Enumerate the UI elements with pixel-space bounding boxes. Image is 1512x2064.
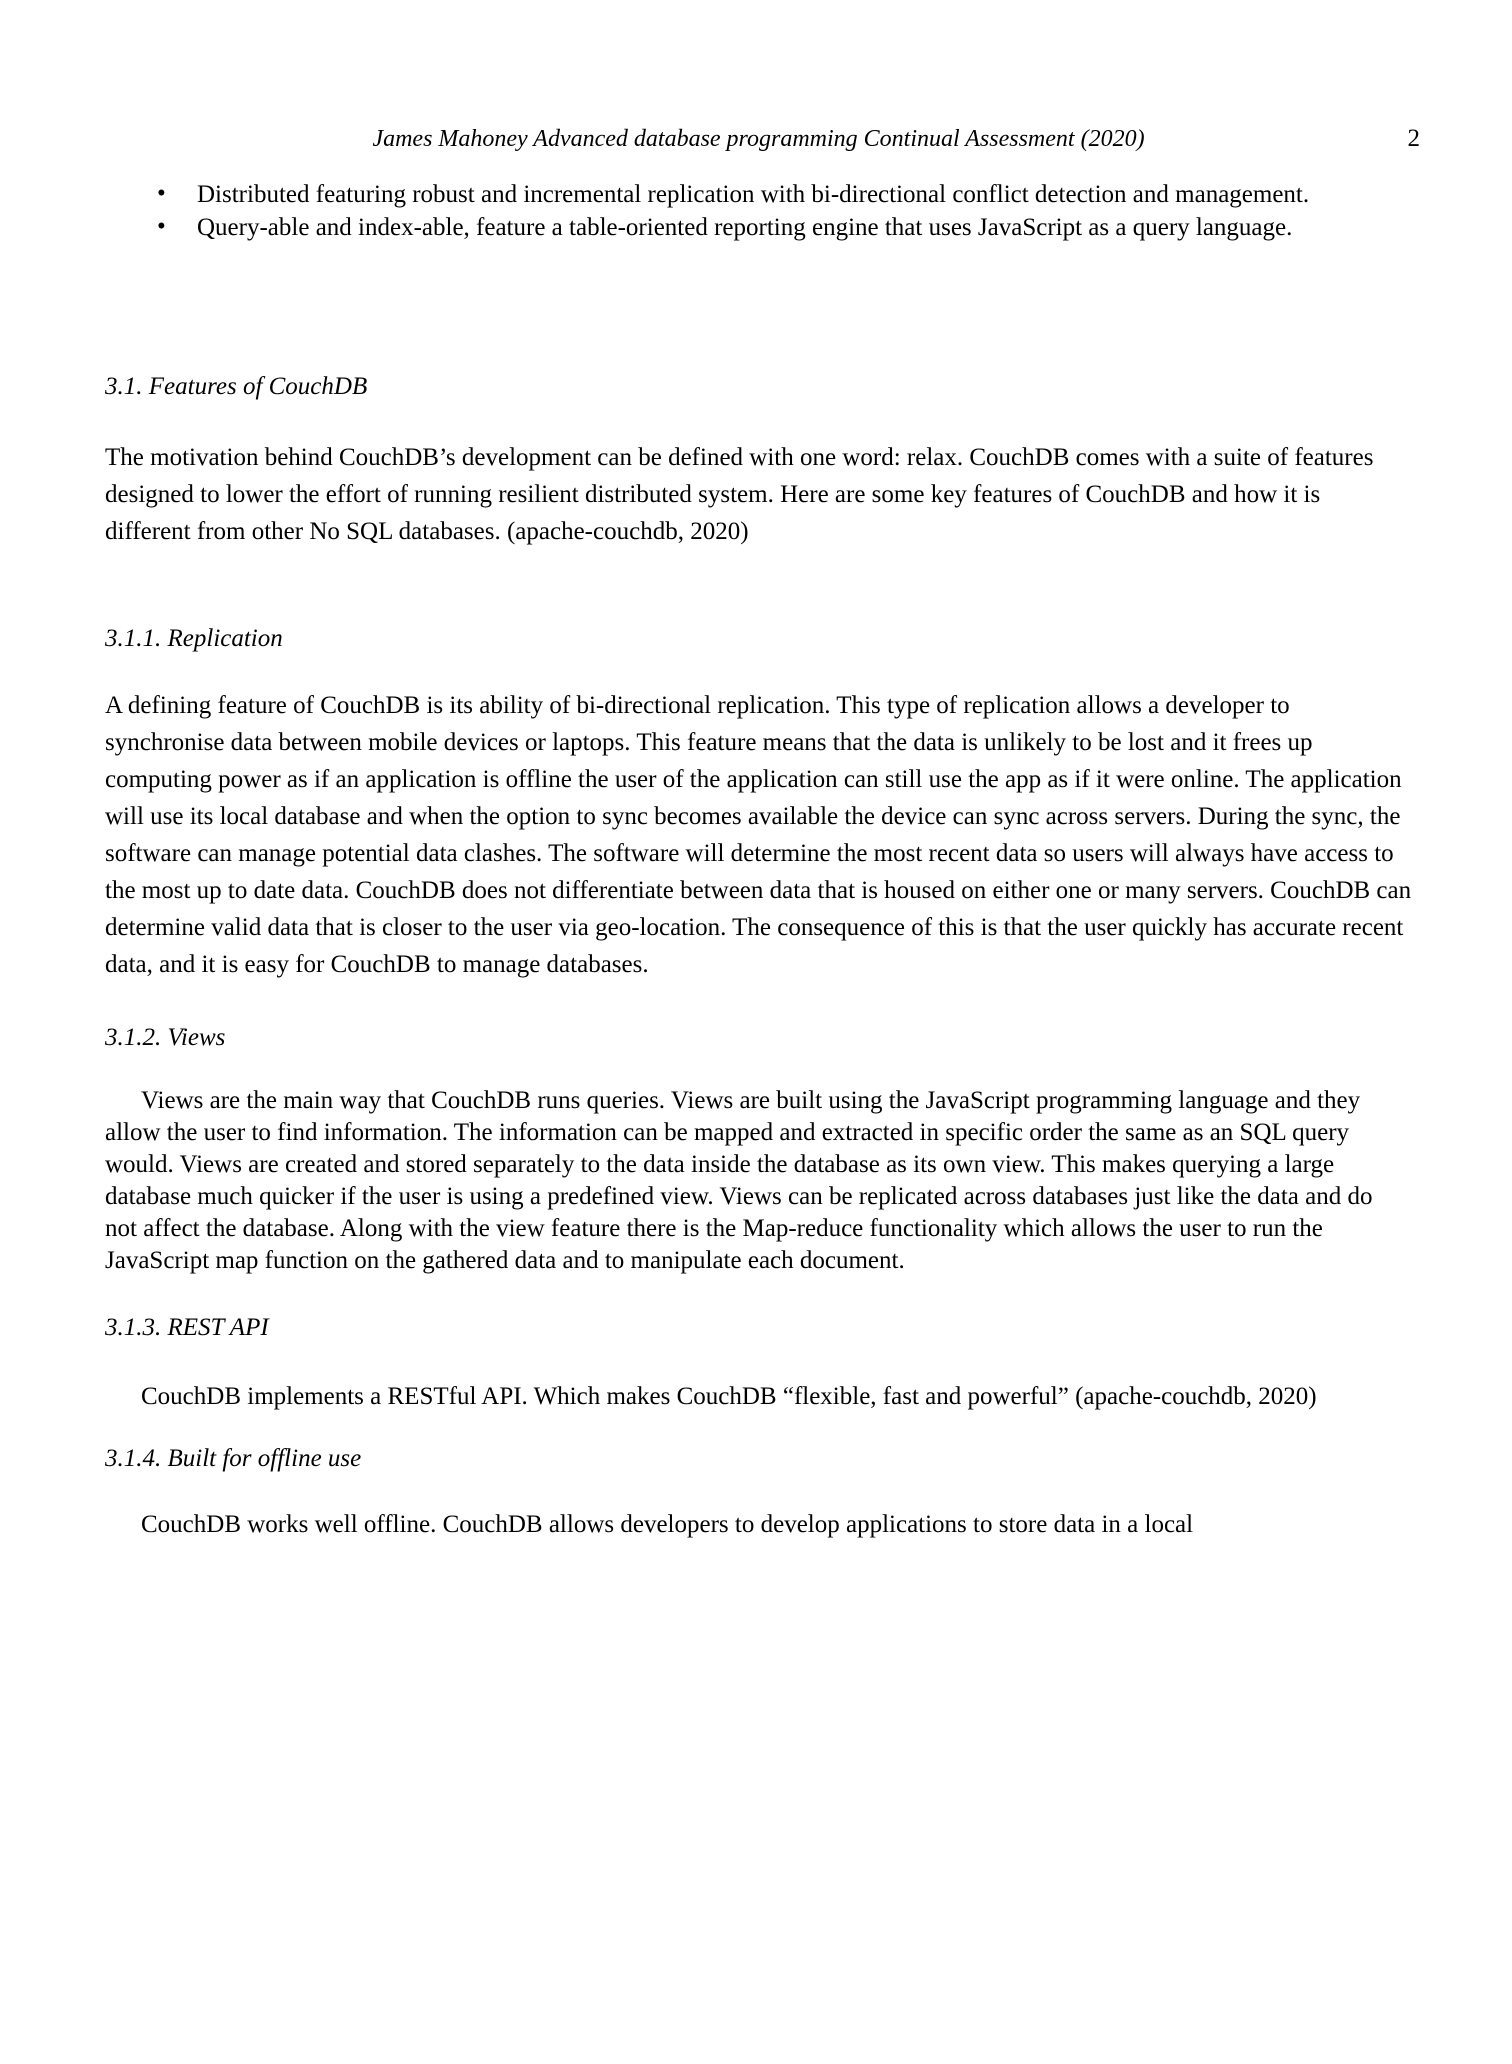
paragraph-replication: A defining feature of CouchDB is its ability of bi-directional replication. This type of replication allows a developer to synchronise data between mobile devices or laptops. This feature means that the data is unlikely to be lost and it frees up computing power as if an application is offline the user of the application can still use the app as if it were online. The application will use its local database and when the option to sync becomes available the device can sync across servers. During the sync, the software can manage potential data clashes. The software will determine the most recent data so users will always have access to the most up to date data. CouchDB does not differentiate between data that is housed on either one or many servers. CouchDB can determine valid data that is closer to the user via geo-location. The consequence of this is that the user quickly has accurate recent data, and it is easy for CouchDB to manage databases. <box>105 692 1412 978</box>
paragraph-offline: CouchDB works well offline. CouchDB allows developers to develop applications to store data in a local <box>141 1511 1194 1538</box>
list-item <box>105 178 1412 211</box>
section-heading-replication: 3.1.1. Replication <box>105 625 283 652</box>
paragraph-views: Views are the main way that CouchDB runs queries. Views are built using the JavaScript programming language and they allow the user to find information. The information can be mapped and extracted in specific order the same as an SQL query would. Views are created and stored separately to the data inside the database as its own view. This makes querying a large database much quicker if the user is using a predefined view. Views can be replicated across databases just like the data and do not affect the database. Along with the view feature there is the Map-reduce functionality which allows the user to run the JavaScript map function on the gathered data and to manipulate each document. <box>105 1087 1373 1274</box>
paragraph-rest-api: CouchDB implements a RESTful API. Which makes CouchDB “flexible, fast and powerful” (apache-couchdb, 2020) <box>141 1383 1317 1410</box>
section-heading-views: 3.1.2. Views <box>105 1024 226 1051</box>
paragraph-features: The motivation behind CouchDB’s development can be defined with one word: relax. CouchDB comes with a suite of features designed to lower the effort of running resilient distributed system. Here are some key features of CouchDB and how it is different from other No SQL databases. (apache-couchdb, 2020) <box>105 444 1374 545</box>
running-head-title: James Mahoney Advanced database programming Continual Assessment (2020) <box>372 126 1145 152</box>
bullet-icon: • <box>157 180 166 207</box>
bullet-icon: • <box>157 213 166 240</box>
page-number: 2 <box>1407 125 1420 152</box>
list-item <box>105 211 1412 244</box>
section-heading-rest-api: 3.1.3. REST API <box>105 1314 269 1341</box>
section-heading-offline: 3.1.4. Built for offline use <box>105 1445 362 1472</box>
list-item-text: Distributed featuring robust and incremental replication with bi-directional conflict detection and management. <box>197 181 1310 208</box>
section-heading-features: 3.1. Features of CouchDB <box>105 373 368 400</box>
list-item-text: Query-able and index-able, feature a table-oriented reporting engine that uses JavaScript as a query language. <box>197 214 1293 241</box>
feature-bullet-list <box>105 178 1412 244</box>
page-header <box>105 125 1420 153</box>
